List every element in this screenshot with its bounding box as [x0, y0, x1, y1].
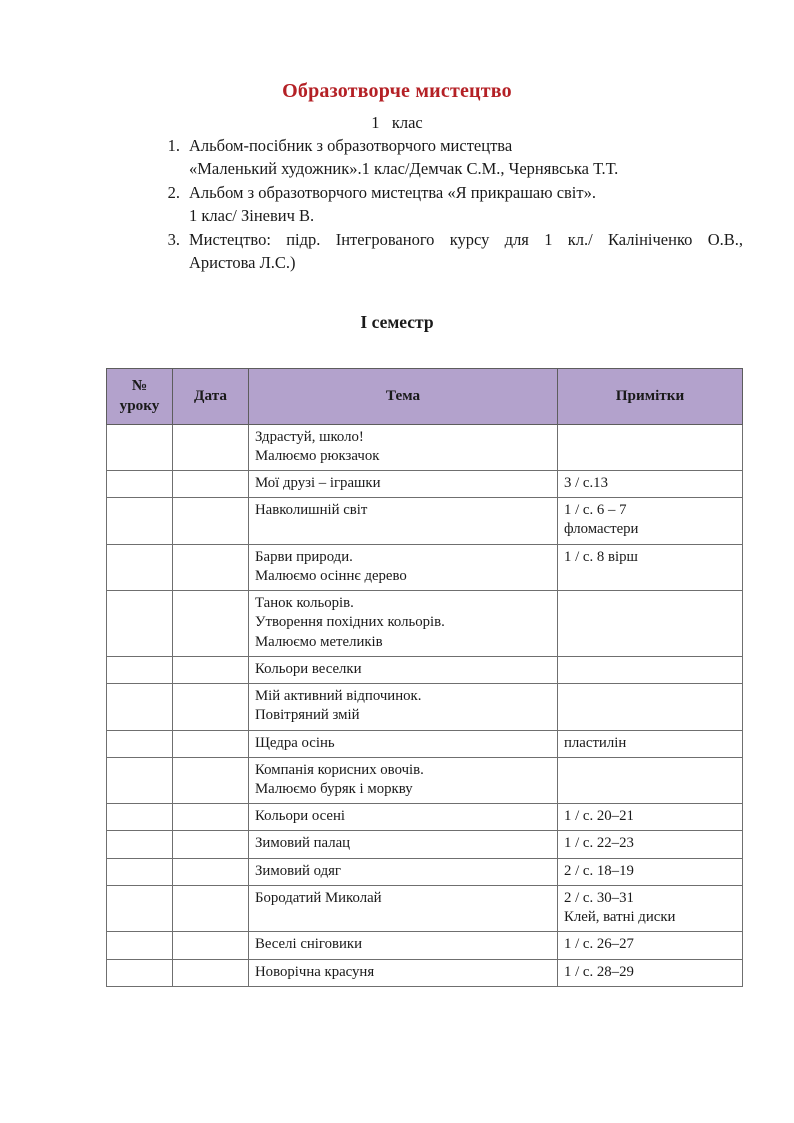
cell-lesson-number[interactable]	[107, 858, 173, 885]
reference-text	[189, 228, 743, 275]
cell-date[interactable]	[173, 470, 249, 497]
topic-line: Кольори осені	[255, 808, 345, 825]
cell-topic[interactable]	[249, 831, 558, 858]
table-row	[107, 656, 743, 683]
table-row	[107, 831, 743, 858]
cell-topic[interactable]	[249, 885, 558, 931]
reference-line: Альбом-посібник з образотворчого мистецтва	[189, 136, 513, 155]
topic-line: Мій активний відпочинок.	[255, 688, 422, 705]
cell-date[interactable]	[173, 885, 249, 931]
topic-line: Зимовий одяг	[255, 862, 341, 879]
cell-notes[interactable]	[558, 498, 743, 544]
reference-item	[155, 228, 743, 275]
reference-line: Альбом з образотворчого мистецтва «Я прикрашаю світ».	[189, 182, 596, 202]
cell-topic[interactable]	[249, 591, 558, 657]
note-line: 1 / с. 8 вірш	[564, 548, 638, 565]
cell-lesson-number[interactable]	[107, 932, 173, 959]
cell-lesson-number[interactable]	[107, 831, 173, 858]
topic-line: Малюємо рюкзачок	[255, 447, 380, 464]
note-line: 1 / с. 20–21	[564, 808, 634, 825]
reference-line: Аристова Л.С.)	[189, 253, 296, 273]
note-line: 1 / с. 22–23	[564, 835, 634, 852]
cell-lesson-number[interactable]	[107, 498, 173, 544]
cell-lesson-number[interactable]	[107, 757, 173, 803]
cell-notes[interactable]	[558, 804, 743, 831]
cell-topic[interactable]	[249, 684, 558, 730]
reference-line: 1 клас/ Зіневич В.	[189, 206, 315, 226]
topic-line: Малюємо буряк і моркву	[255, 781, 413, 798]
note-line: 1 / с. 28–29	[564, 963, 634, 980]
table-row	[107, 684, 743, 730]
cell-lesson-number[interactable]	[107, 730, 173, 757]
cell-lesson-number[interactable]	[107, 656, 173, 683]
table-row	[107, 591, 743, 657]
column-header-line: Дата	[194, 386, 227, 404]
page-title: Образотворче мистецтво	[282, 80, 512, 102]
cell-date[interactable]	[173, 684, 249, 730]
topic-line: Компанія корисних овочів.	[255, 761, 424, 778]
cell-lesson-number[interactable]	[107, 684, 173, 730]
column-header-date	[173, 369, 249, 425]
topic-line: Навколишній світ	[255, 502, 368, 519]
topic-line: Малюємо осіннє дерево	[255, 567, 407, 584]
column-header-line: №	[131, 377, 148, 394]
column-header-topic	[249, 369, 558, 425]
cell-lesson-number[interactable]	[107, 804, 173, 831]
table-row	[107, 858, 743, 885]
cell-date[interactable]	[173, 544, 249, 590]
cell-notes[interactable]	[558, 424, 743, 470]
table-row	[107, 424, 743, 470]
note-line: 2 / с. 30–31	[564, 889, 634, 906]
table-row	[107, 498, 743, 544]
reference-number: 1.	[167, 136, 180, 155]
cell-date[interactable]	[173, 932, 249, 959]
cell-date[interactable]	[173, 831, 249, 858]
note-line: Клей, ватні диски	[564, 909, 676, 926]
reference-item	[155, 181, 743, 228]
cell-date[interactable]	[173, 858, 249, 885]
reference-line: Мистецтво: підр. Інтегрованого курсу для 1 кл./ Калініченко О.В.,	[189, 229, 743, 249]
cell-topic[interactable]	[249, 730, 558, 757]
grade-subtitle: 1 клас	[371, 113, 423, 132]
cell-lesson-number[interactable]	[107, 470, 173, 497]
cell-lesson-number[interactable]	[107, 885, 173, 931]
cell-topic[interactable]	[249, 424, 558, 470]
table-header-row	[107, 369, 743, 425]
cell-lesson-number[interactable]	[107, 959, 173, 986]
table-row	[107, 959, 743, 986]
cell-topic[interactable]	[249, 858, 558, 885]
cell-notes[interactable]	[558, 757, 743, 803]
cell-date[interactable]	[173, 591, 249, 657]
topic-line: Барви природи.	[255, 548, 353, 565]
semester-heading: І семестр	[360, 312, 434, 332]
cell-notes[interactable]	[558, 470, 743, 497]
topic-line: Мої друзі – іграшки	[255, 474, 381, 491]
reference-number: 3.	[167, 229, 180, 249]
cell-lesson-number[interactable]	[107, 544, 173, 590]
reference-list	[155, 134, 743, 275]
reference-item	[155, 134, 743, 181]
table-row	[107, 932, 743, 959]
topic-line: Здрастуй, школо!	[255, 428, 364, 445]
cell-notes[interactable]	[558, 885, 743, 931]
cell-date[interactable]	[173, 498, 249, 544]
topic-line: Бородатий Миколай	[255, 889, 382, 906]
cell-topic[interactable]	[249, 544, 558, 590]
cell-topic[interactable]	[249, 804, 558, 831]
table-row	[107, 730, 743, 757]
topic-line: Зимовий палац	[255, 835, 351, 852]
cell-topic[interactable]	[249, 656, 558, 683]
topic-line: Малюємо метеликів	[255, 633, 383, 650]
note-line: 3 / с.13	[564, 474, 608, 491]
cell-notes[interactable]	[558, 591, 743, 657]
table-row	[107, 470, 743, 497]
table-row	[107, 804, 743, 831]
column-header-notes	[558, 369, 743, 425]
table-body	[107, 424, 743, 986]
cell-notes[interactable]	[558, 730, 743, 757]
cell-topic[interactable]	[249, 498, 558, 544]
topic-line: Новорічна красуня	[255, 963, 375, 980]
topic-line: Повітряний змій	[255, 707, 360, 724]
cell-notes[interactable]	[558, 932, 743, 959]
reference-number: 2.	[167, 182, 180, 202]
column-header-lesson-number	[107, 369, 173, 425]
cell-date[interactable]	[173, 959, 249, 986]
note-line: 1 / с. 6 – 7	[564, 502, 627, 519]
cell-notes[interactable]	[558, 959, 743, 986]
cell-notes[interactable]	[558, 858, 743, 885]
cell-topic[interactable]	[249, 932, 558, 959]
column-header-line: Тема	[385, 386, 421, 404]
table-header	[107, 369, 743, 425]
cell-notes[interactable]	[558, 831, 743, 858]
column-header-line: уроку	[119, 396, 160, 414]
cell-date[interactable]	[173, 424, 249, 470]
cell-lesson-number[interactable]	[107, 424, 173, 470]
topic-line: Кольори веселки	[255, 660, 362, 677]
cell-topic[interactable]	[249, 757, 558, 803]
cell-notes[interactable]	[558, 656, 743, 683]
lesson-plan-table	[106, 368, 743, 987]
cell-topic[interactable]	[249, 959, 558, 986]
column-header-line: Примітки	[615, 386, 685, 404]
cell-date[interactable]	[173, 757, 249, 803]
table-row	[107, 757, 743, 803]
cell-lesson-number[interactable]	[107, 591, 173, 657]
reference-line: «Маленький художник».1 клас/Демчак С.М., Чернявська Т.Т.	[189, 159, 619, 179]
cell-date[interactable]	[173, 730, 249, 757]
note-line: фломастери	[564, 521, 639, 538]
table-row	[107, 885, 743, 931]
cell-date[interactable]	[173, 656, 249, 683]
note-line: 1 / с. 26–27	[564, 936, 634, 953]
cell-notes[interactable]	[558, 544, 743, 590]
topic-line: Щедра осінь	[255, 734, 335, 751]
cell-topic[interactable]	[249, 470, 558, 497]
note-line: пластилін	[564, 734, 627, 751]
cell-date[interactable]	[173, 804, 249, 831]
reference-text	[189, 134, 743, 181]
topic-line: Утворення похідних кольорів.	[255, 614, 445, 631]
topic-line: Веселі сніговики	[255, 936, 363, 953]
note-line: 2 / с. 18–19	[564, 862, 634, 879]
cell-notes[interactable]	[558, 684, 743, 730]
topic-line: Танок кольорів.	[255, 595, 354, 612]
table-row	[107, 544, 743, 590]
reference-text	[189, 181, 743, 228]
